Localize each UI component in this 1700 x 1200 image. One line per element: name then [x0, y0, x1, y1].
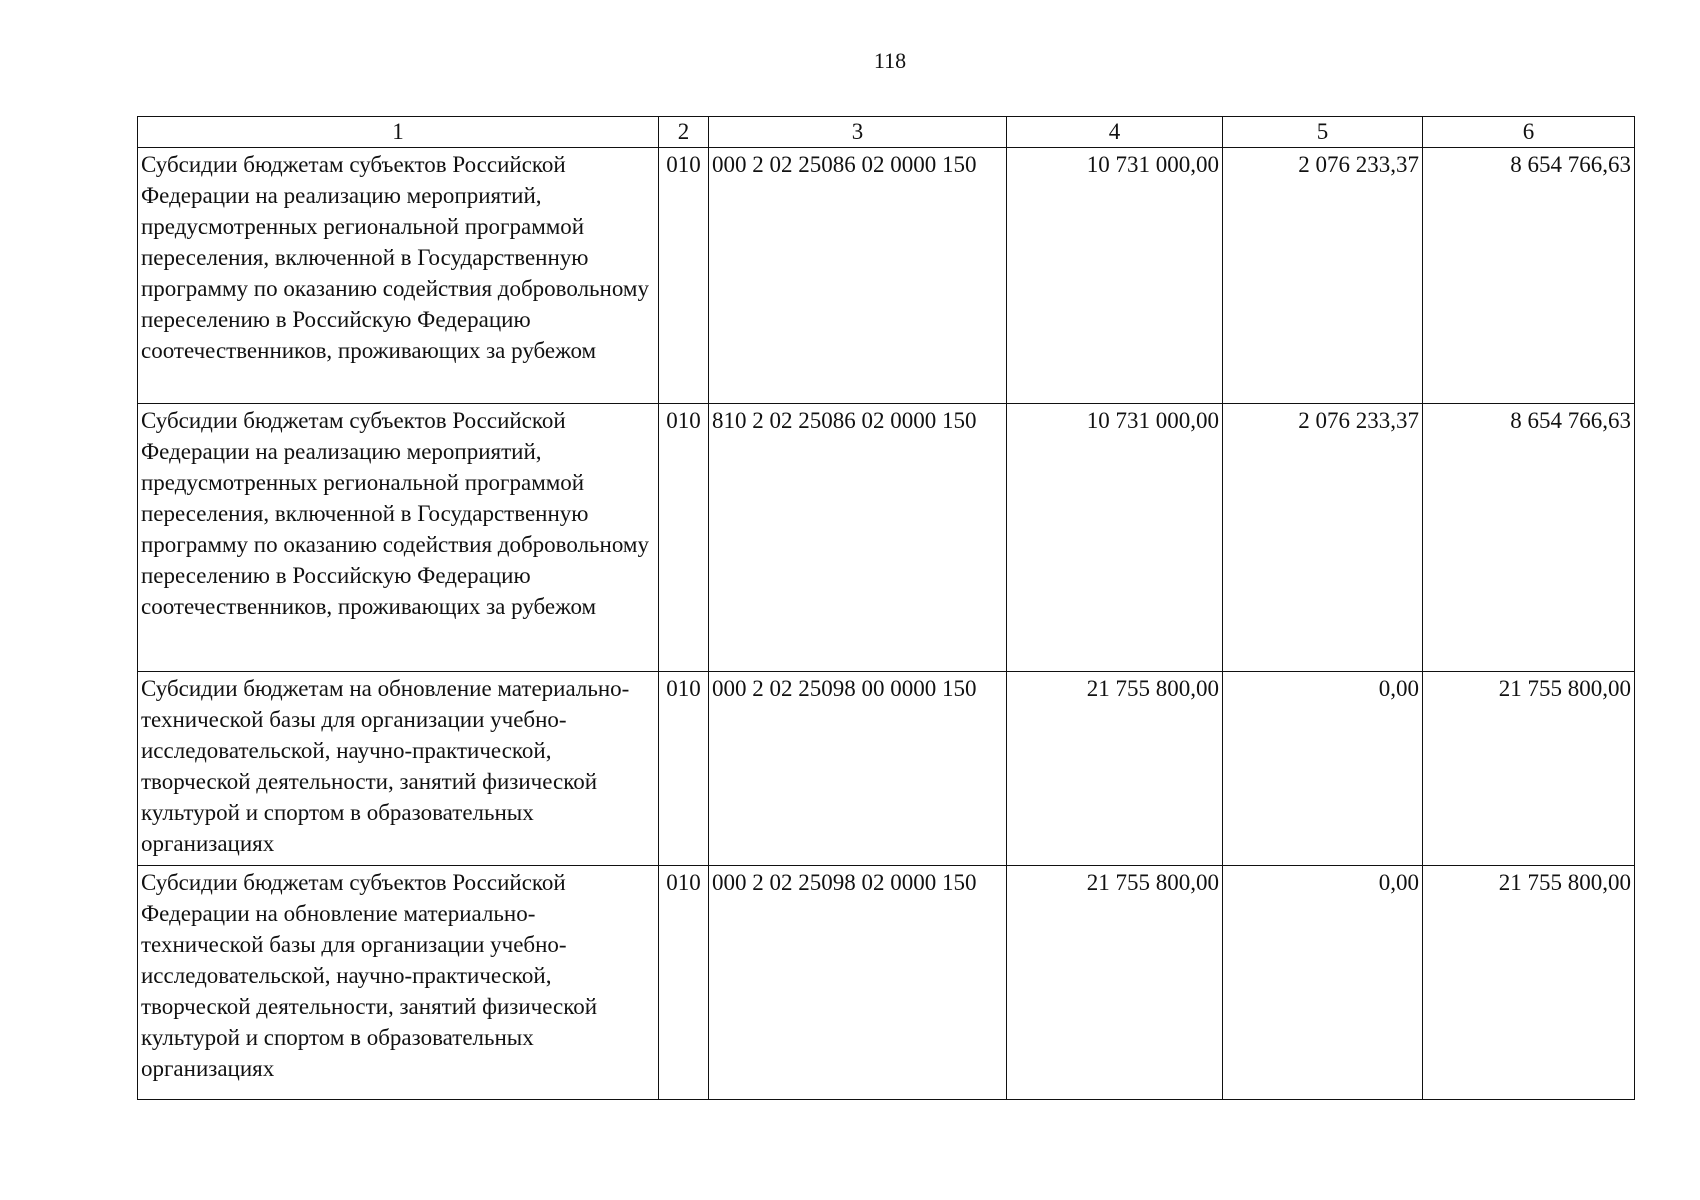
row-executed: 2 076 233,37 — [1223, 148, 1423, 404]
row-remaining: 21 755 800,00 — [1423, 866, 1635, 1100]
row-name: Субсидии бюджетам субъектов Российской Федерации на реализацию мероприятий, предусмотренных региональной программой переселения, включенной в Государственную программу по оказанию содействия добровольному переселению в Российскую Федерацию соотечественников, проживающих за рубежом — [138, 404, 659, 672]
column-header-3: 3 — [709, 117, 1007, 148]
row-line-code: 010 — [659, 404, 709, 672]
row-budget-code: 810 2 02 25086 02 0000 150 — [709, 404, 1007, 672]
row-executed: 0,00 — [1223, 866, 1423, 1100]
row-approved: 21 755 800,00 — [1007, 866, 1223, 1100]
table-row — [138, 672, 1635, 866]
row-executed: 0,00 — [1223, 672, 1423, 866]
row-line-code: 010 — [659, 672, 709, 866]
column-header-6: 6 — [1423, 117, 1635, 148]
page-number: 118 — [873, 48, 907, 73]
column-header-4: 4 — [1007, 117, 1223, 148]
table-row — [138, 148, 1635, 404]
row-name: Субсидии бюджетам на обновление материально-технической базы для организации учебно-исследовательской, научно-практической, творческой деятельности, занятий физической культурой и спортом в образовательных организациях — [138, 672, 659, 866]
column-header-1: 1 — [138, 117, 659, 148]
row-executed: 2 076 233,37 — [1223, 404, 1423, 672]
column-header-5: 5 — [1223, 117, 1423, 148]
column-header-2: 2 — [659, 117, 709, 148]
row-budget-code: 000 2 02 25086 02 0000 150 — [709, 148, 1007, 404]
row-name: Субсидии бюджетам субъектов Российской Федерации на обновление материально-технической базы для организации учебно-исследовательской, научно-практической, творческой деятельности, занятий физической культурой и спортом в образовательных организациях — [138, 866, 659, 1100]
budget-table — [137, 116, 1635, 1100]
row-remaining: 8 654 766,63 — [1423, 148, 1635, 404]
row-remaining: 21 755 800,00 — [1423, 672, 1635, 866]
row-remaining: 8 654 766,63 — [1423, 404, 1635, 672]
row-approved: 10 731 000,00 — [1007, 148, 1223, 404]
row-name: Субсидии бюджетам субъектов Российской Федерации на реализацию мероприятий, предусмотренных региональной программой переселения, включенной в Государственную программу по оказанию содействия добровольному переселению в Российскую Федерацию соотечественников, проживающих за рубежом — [138, 148, 659, 404]
row-budget-code: 000 2 02 25098 02 0000 150 — [709, 866, 1007, 1100]
row-budget-code: 000 2 02 25098 00 0000 150 — [709, 672, 1007, 866]
row-approved: 21 755 800,00 — [1007, 672, 1223, 866]
table-row — [138, 404, 1635, 672]
row-line-code: 010 — [659, 866, 709, 1100]
table-header-row — [138, 117, 1635, 148]
row-line-code: 010 — [659, 148, 709, 404]
table-row — [138, 866, 1635, 1100]
row-approved: 10 731 000,00 — [1007, 404, 1223, 672]
